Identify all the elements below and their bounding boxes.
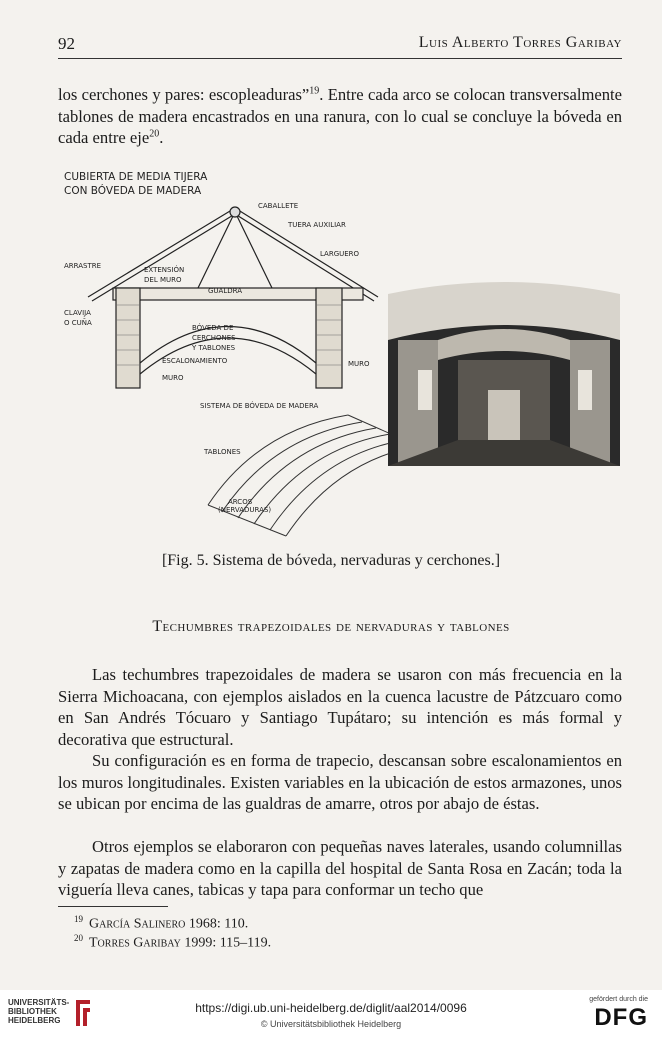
intro-text-a: los cerchones y pares: escopleaduras” — [58, 85, 310, 104]
label-sistema: SISTEMA DE BÓVEDA DE MADERA — [200, 402, 319, 410]
document-url-link[interactable]: https://digi.ub.uni-heidelberg.de/diglit/aal2014/0096 — [195, 1001, 467, 1015]
diagram-title-line2: CON BÓVEDA DE MADERA — [64, 185, 202, 197]
footnote-number: 20 — [74, 933, 83, 943]
figure — [58, 160, 622, 545]
library-line-1: UNIVERSITÄTS- — [8, 998, 70, 1007]
footnote-20 — [74, 933, 271, 952]
copyright-text: © Universitätsbibliothek Heidelberg — [260, 1019, 402, 1029]
label-tablones: TABLONES — [204, 448, 241, 456]
vault-diagram — [58, 160, 622, 545]
label-tuera-auxiliar: TUERA AUXILIAR — [288, 221, 346, 229]
label-muro-left: MURO — [162, 374, 184, 382]
footnote-ref-19[interactable]: 19 — [309, 85, 320, 97]
funder-note: gefördert durch die — [589, 996, 648, 1003]
dfg-logo[interactable]: DFG — [594, 1004, 648, 1031]
figure-caption: [Fig. 5. Sistema de bóveda, nervaduras y cerchones.] — [161, 552, 501, 569]
label-extension-2: DEL MURO — [144, 276, 182, 284]
label-boveda-1: BÓVEDA DE — [192, 324, 234, 332]
label-clavija-1: CLAVIJA — [64, 309, 91, 317]
label-arrastre: ARRASTRE — [64, 262, 102, 270]
church-interior-photo — [388, 282, 620, 466]
intro-text-b: . Entre cada arco se colocan transversalmente tablones de madera encastrados en una ranura, con lo cual se concluye la bóveda en cada entre eje — [58, 85, 622, 147]
running-head: Luis Alberto Torres Garibay — [418, 34, 622, 51]
intro-paragraph — [58, 84, 622, 149]
label-escalonamiento: ESCALONAMIENTO — [162, 357, 228, 365]
footnote-ref: 1968: 110. — [188, 916, 249, 932]
label-extension-1: EXTENSIÓN — [144, 266, 185, 274]
label-gualdra: GUALDRA — [208, 287, 242, 295]
footnote-author: Torres Garibay — [89, 935, 181, 951]
footnote-19 — [74, 914, 248, 933]
footnote-number: 19 — [74, 914, 83, 924]
footnote-rule — [58, 906, 168, 907]
label-muro-right: MURO — [348, 360, 370, 368]
library-line-3: HEIDELBERG — [8, 1016, 61, 1025]
paragraph-1: Las techumbres trapezoidales de madera se usaron con más frecuencia en la Sierra Michoacana, con ejemplos aislados en la cuenca lacustre de Pátzcuaro como en San Andrés Tócuaro y Santiago Tupátaro; su intención es más formal y decorativa que estructural. — [58, 665, 622, 749]
label-arcos-2: (NERVADURAS) — [218, 506, 272, 514]
label-boveda-2: CERCHONES — [192, 334, 236, 342]
label-clavija-2: O CUÑA — [64, 319, 92, 327]
footnote-ref-20[interactable]: 20 — [149, 128, 160, 140]
footnote-ref: 1999: 115–119. — [184, 935, 272, 951]
page-number: 92 — [58, 34, 75, 53]
label-caballete: CABALLETE — [258, 202, 299, 210]
paragraph-2: Su configuración es en forma de trapecio, descansan sobre escalonamientos en los muros longitudinales. Existen variables en la ubicación de estos armazones, unos se ubican por encima de las gualdras de amarre, otros por abajo de éstas. — [58, 751, 622, 813]
section-title: Techumbres trapezoidales de nervaduras y tablones — [152, 618, 510, 635]
intro-text-c: . — [159, 128, 164, 147]
label-larguero: LARGUERO — [320, 250, 360, 258]
diagram-title-line1: CUBIERTA DE MEDIA TIJERA — [64, 171, 208, 183]
label-arcos-1: ARCOS — [228, 498, 253, 506]
header-rule — [58, 58, 622, 59]
footer-bar — [0, 990, 662, 1037]
paragraph-3: Otros ejemplos se elaboraron con pequeñas naves laterales, usando columnillas y zapatas de madera como en la capilla del hospital de Santa Rosa en Zacán; toda la viguería lleva canes, tabicas y tapa para conformar un techo que — [58, 837, 622, 899]
library-line-2: BIBLIOTHEK — [8, 1007, 57, 1016]
footnote-author: García Salinero — [89, 916, 186, 932]
label-boveda-3: Y TABLONES — [192, 344, 236, 352]
